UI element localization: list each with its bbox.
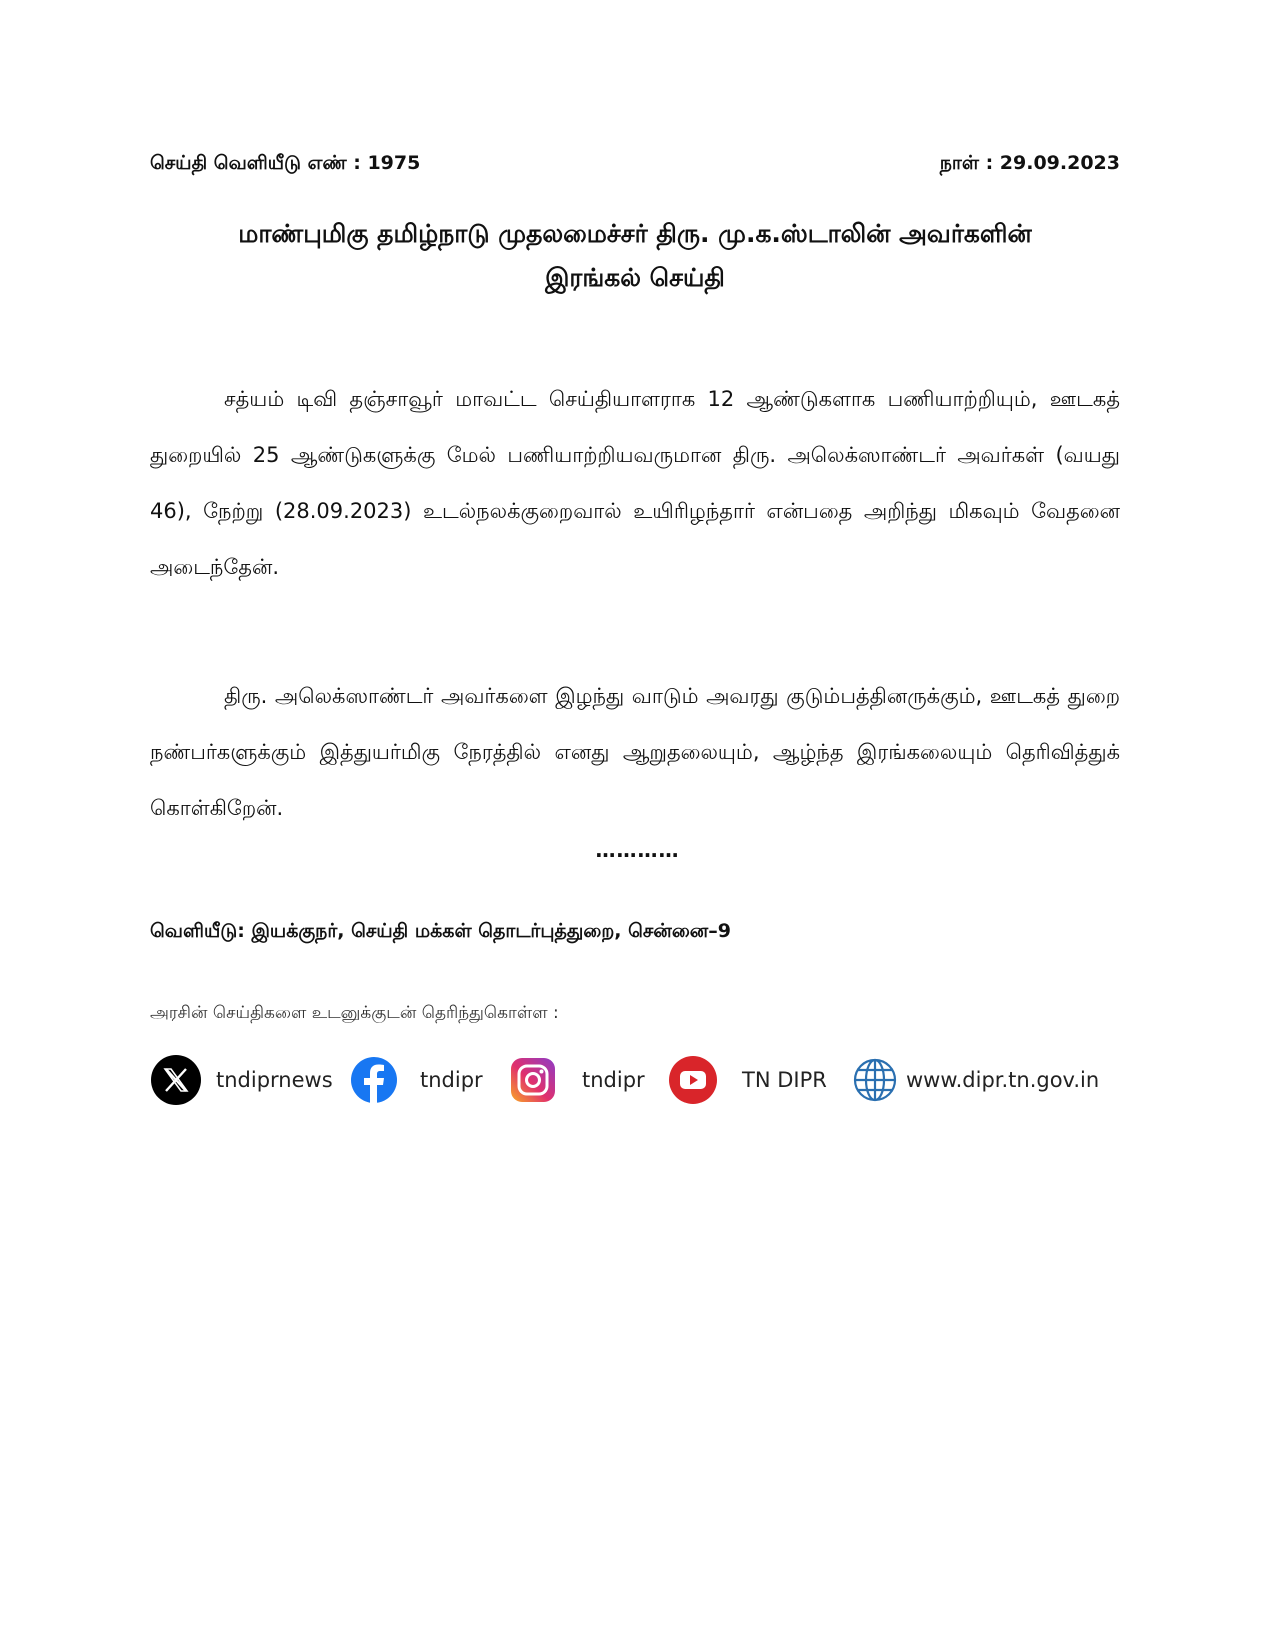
release-date: நாள் : 29.09.2023: [939, 152, 1120, 174]
release-meta: [150, 152, 1120, 177]
page-title: [150, 212, 1120, 300]
release-by: வெளியீடு: இயக்குநர், செய்தி மக்கள் தொடர்புத்துறை, சென்னை–9: [150, 920, 731, 942]
social-website[interactable]: [852, 1052, 1099, 1108]
social-links: [150, 1052, 1140, 1108]
globe-icon: [852, 1057, 898, 1103]
condolence-paragraph-2: திரு. அலெக்ஸாண்டர் அவர்களை இழந்து வாடும் அவரது குடும்பத்தினருக்கும், ஊடகத் துறை நண்பர்களுக்கும் இத்துயர்மிகு நேரத்தில் எனது ஆறுதலையும், ஆழ்ந்த இரங்கலையும் தெரிவித்துக் கொள்கிறேன்.: [150, 684, 1120, 820]
youtube-icon: [668, 1055, 718, 1105]
title-line-1: மாண்புமிகு தமிழ்நாடு முதலமைச்சர் திரு. மு.க.ஸ்டாலின் அவர்களின்: [238, 219, 1032, 248]
instagram-handle: tndipr: [582, 1068, 645, 1092]
separator-dots: …………: [595, 838, 680, 862]
title-line-2: இரங்கல் செய்தி: [545, 263, 725, 292]
facebook-handle: tndipr: [420, 1068, 483, 1092]
follow-label: அரசின் செய்திகளை உடனுக்குடன் தெரிந்துகொள்ள :: [150, 1003, 559, 1023]
website-handle: www.dipr.tn.gov.in: [906, 1068, 1100, 1092]
social-youtube[interactable]: [668, 1052, 827, 1108]
release-number: செய்தி வெளியீடு எண் : 1975: [150, 152, 421, 174]
x-icon: [150, 1054, 202, 1106]
social-instagram[interactable]: [510, 1052, 645, 1108]
social-x[interactable]: [150, 1052, 333, 1108]
youtube-handle: TN DIPR: [742, 1068, 827, 1092]
instagram-icon: [510, 1057, 556, 1103]
condolence-paragraph-1: சத்யம் டிவி தஞ்சாவூர் மாவட்ட செய்தியாளராக 12 ஆண்டுகளாக பணியாற்றியும், ஊடகத் துறையில் 25 ஆண்டுகளுக்கு மேல் பணியாற்றியவருமான திரு. அலெக்ஸாண்டர் அவர்கள் (வயது 46), நேற்று (28.09.2023) உடல்நலக்குறைவால் உயிரிழந்தார் என்பதை அறிந்து மிகவும் வேதனை அடைந்தேன்.: [150, 387, 1120, 579]
social-facebook[interactable]: [350, 1052, 483, 1108]
x-handle: tndiprnews: [216, 1068, 333, 1092]
facebook-icon: [350, 1056, 398, 1104]
